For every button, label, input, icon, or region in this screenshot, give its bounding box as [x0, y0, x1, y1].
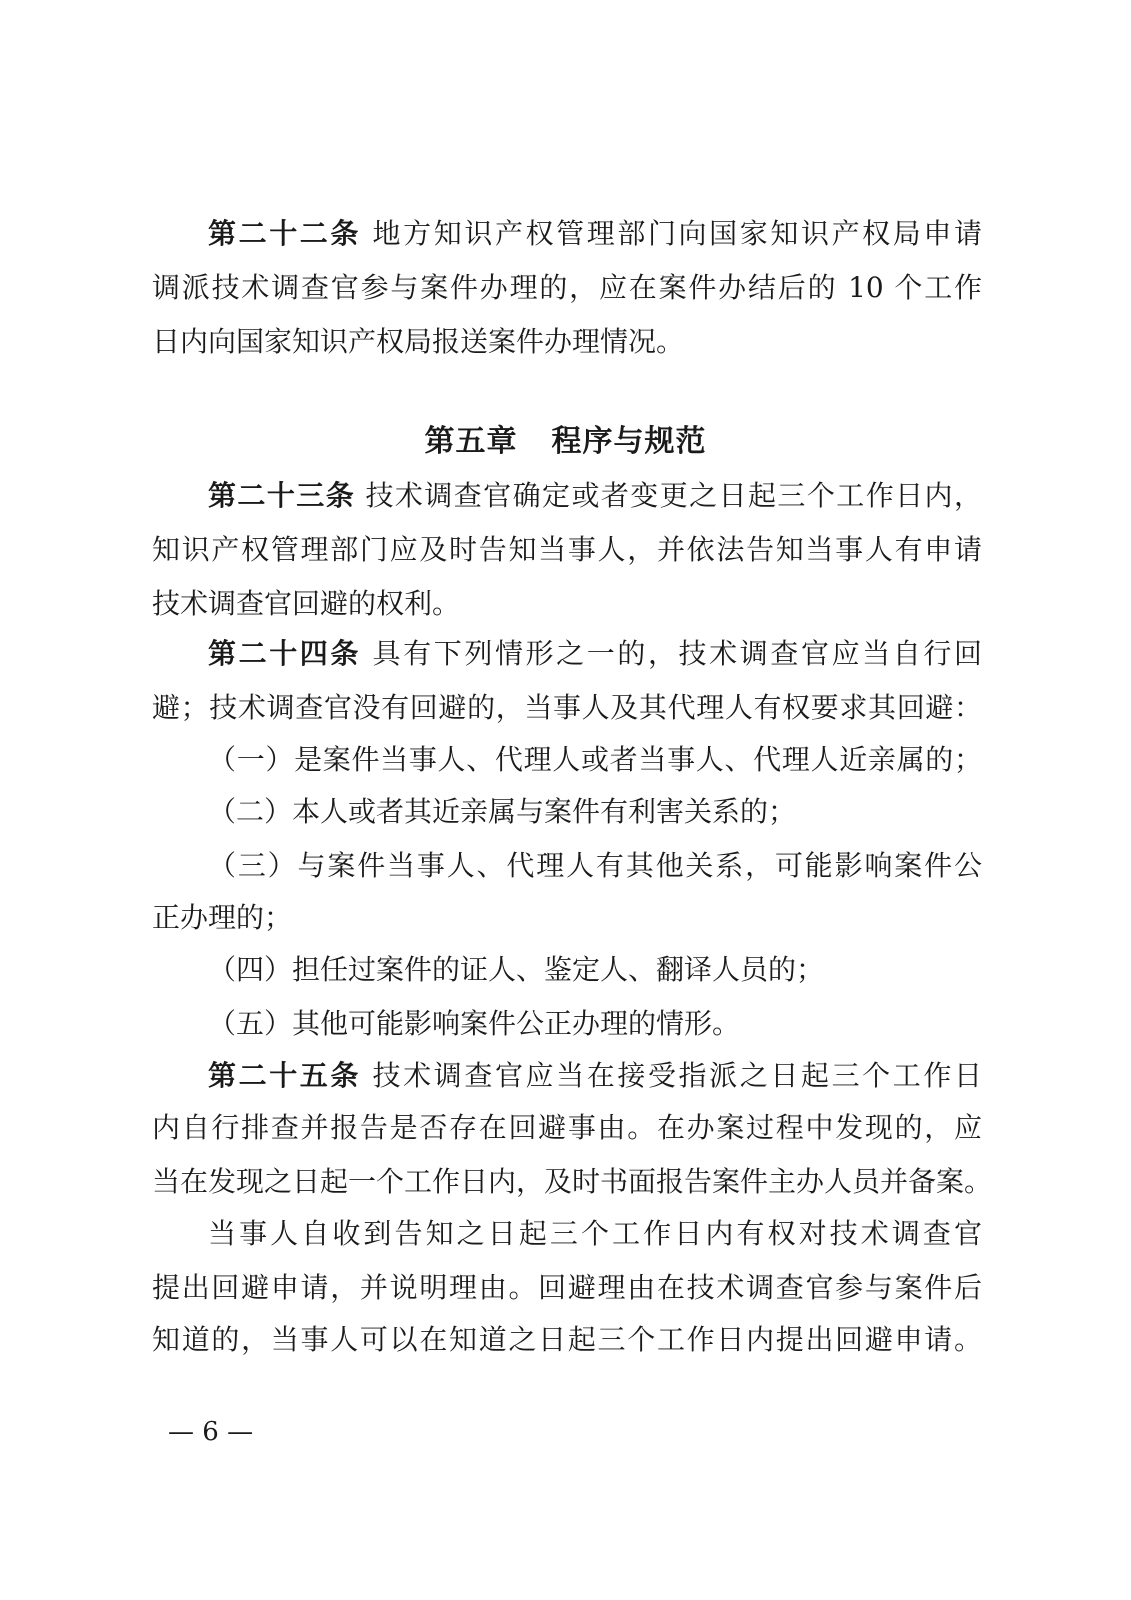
article-22-heading: 第二十二条 — [208, 217, 362, 250]
article-25-para-2-line-1: 当事人自收到告知之日起三个工作日内有权对技术调查官 — [208, 1217, 982, 1250]
article-25-para-2-line-2: 提出回避申请，并说明理由。回避理由在技术调查官参与案件后 — [152, 1271, 982, 1304]
article-23-line-3: 技术调查官回避的权利。 — [152, 587, 461, 620]
article-25-line-2: 内自行排查并报告是否存在回避事由。在办案过程中发现的，应 — [152, 1111, 982, 1144]
article-22-line-3: 日内向国家知识产权局报送案件办理情况。 — [152, 325, 685, 358]
article-25-para-2-line-3: 知道的，当事人可以在知道之日起三个工作日内提出回避申请。 — [152, 1323, 982, 1356]
article-23-heading: 第二十三条 — [208, 479, 356, 512]
article-25-line-1 — [208, 1056, 982, 1096]
article-23-line-2: 知识产权管理部门应及时告知当事人，并依法告知当事人有申请 — [152, 533, 982, 566]
article-23-text: 技术调查官确定或者变更之日起三个工作日内， — [365, 479, 982, 512]
chapter-heading — [0, 420, 1131, 464]
chapter-title: 程序与规范 — [551, 424, 707, 459]
page-number: — 6 — — [168, 1417, 254, 1447]
article-25-line-3: 当在发现之日起一个工作日内，及时书面报告案件主办人员并备案。 — [152, 1165, 993, 1198]
article-24-item-3-line-1: （三）与案件当事人、代理人有其他关系，可能影响案件公 — [208, 849, 982, 882]
article-23-line-1 — [208, 476, 982, 516]
article-24-item-1: （一）是案件当事人、代理人或者当事人、代理人近亲属的； — [208, 743, 982, 776]
article-22-line-1 — [208, 214, 982, 254]
article-24-line-2: 避；技术调查官没有回避的，当事人及其代理人有权要求其回避： — [152, 691, 982, 724]
article-22-line-2: 调派技术调查官参与案件办理的，应在案件办结后的 10 个工作 — [152, 271, 982, 304]
article-24-item-5: （五）其他可能影响案件公正办理的情形。 — [208, 1007, 741, 1040]
article-25-heading: 第二十五条 — [208, 1059, 362, 1092]
article-24-text: 具有下列情形之一的，技术调查官应当自行回 — [372, 637, 982, 670]
article-22-text: 地方知识产权管理部门向国家知识产权局申请 — [372, 217, 982, 250]
chapter-number: 第五章 — [424, 424, 518, 459]
article-24-item-3-line-2: 正办理的； — [152, 901, 293, 934]
article-24-item-2: （二）本人或者其近亲属与案件有利害关系的； — [208, 795, 797, 828]
article-24-item-4: （四）担任过案件的证人、鉴定人、翻译人员的； — [208, 953, 825, 986]
article-24-line-1 — [208, 634, 982, 674]
article-24-heading: 第二十四条 — [208, 637, 362, 670]
article-25-text: 技术调查官应当在接受指派之日起三个工作日 — [372, 1059, 982, 1092]
